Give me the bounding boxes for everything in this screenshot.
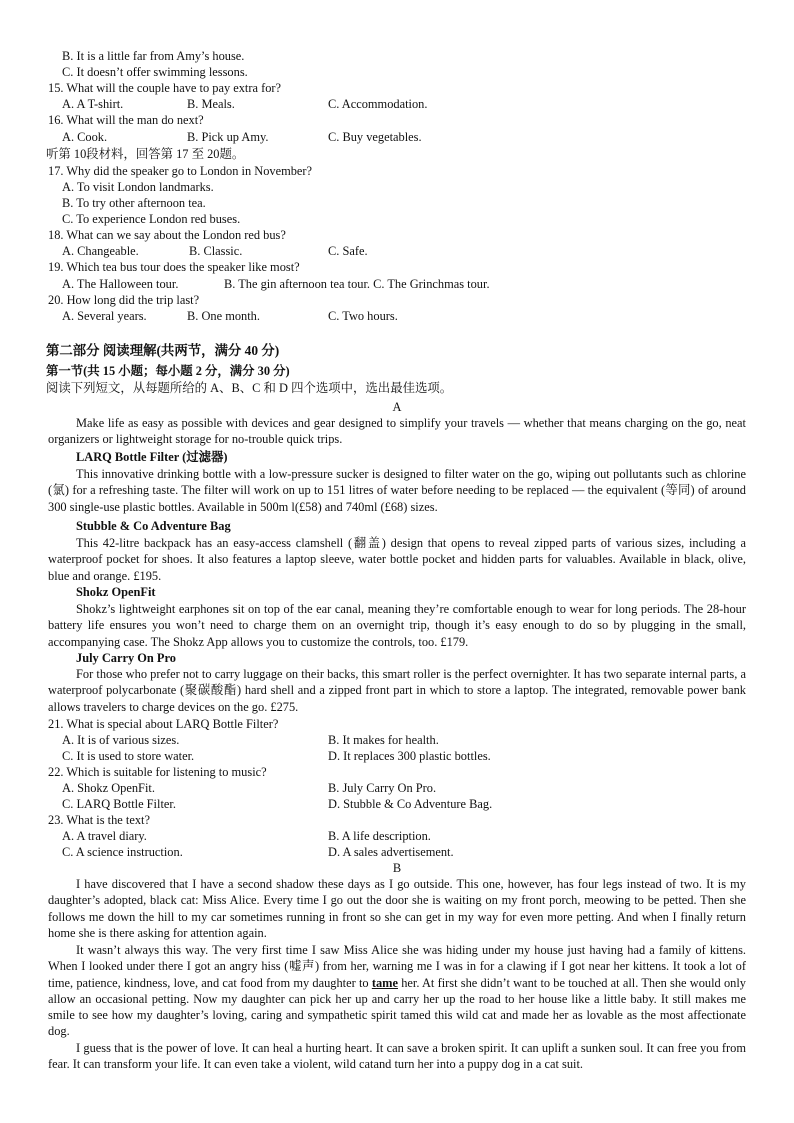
q15-option-a: A. A T-shirt. (62, 97, 124, 111)
product-4-title: July Carry On Pro (76, 651, 176, 665)
q17-option-c: C. To experience London red buses. (62, 212, 241, 226)
paragraph-2-text-after: her. At first she didn’t want to be touched at all. Then she would only allow an occasional petting. Now my daughter can pick her up and carry her up the road to her house like a little baby. It still makes me smile to see how my daughter’s loving, caring and sympathetic spirit tamed this wild cat and made her as lovable as the most affectionate dog. (48, 975, 746, 1039)
q22-option-b: B. July Carry On Pro. (328, 781, 437, 795)
product-3-title: Shokz OpenFit (76, 585, 156, 599)
passage-b-label: B (392, 861, 402, 875)
q21-option-d: D. It replaces 300 plastic bottles. (328, 749, 491, 763)
listening-instruction: 听第 10段材料，回答第 17 至 20题。 (46, 147, 245, 161)
q16-stem: 16. What will the man do next? (48, 113, 204, 127)
product-3-text: Shokz’s lightweight earphones sit on top of the ear canal, meaning they’re comfortable enough to wear for long periods. The 28-hour battery life ensures you won’t need to charge them on an overnight trip, though it’s easy enough to do so by plugging in the small, accompanying case. The Shokz App allows you to customize the controls, too. £179. (48, 602, 746, 649)
paragraph-2-text-before: It wasn’t always this way. The very first time I saw Miss Alice she was hiding under my house just having had a family of kittens. When I looked under there I got an angry hiss (嘘声) from her, warning me I was in for a clawing if I got near her kittens. It took a lot of time, patience, kindness, love, and cat food from my daughter to (48, 943, 746, 990)
q19-option-a: A. The Halloween tour. (62, 277, 179, 291)
q20-stem: 20. How long did the trip last? (48, 293, 200, 307)
q15-stem: 15. What will the couple have to pay extra for? (48, 81, 282, 95)
q18-option-b: B. Classic. (189, 244, 243, 258)
q22-stem: 22. Which is suitable for listening to music? (48, 765, 267, 779)
part2-title: 第二部分 阅读理解(共两节，满分 40 分) (46, 343, 280, 358)
q23-option-d: D. A sales advertisement. (328, 845, 454, 859)
q16-option-a: A. Cook. (62, 130, 108, 144)
q19-option-bc: B. The gin afternoon tea tour. C. The Grinchmas tour. (224, 277, 490, 291)
q20-option-c: C. Two hours. (328, 309, 398, 323)
q17-option-a: A. To visit London landmarks. (62, 180, 214, 194)
q17-option-b: B. To try other afternoon tea. (62, 196, 206, 210)
q23-stem: 23. What is the text? (48, 813, 150, 827)
q23-option-b: B. A life description. (328, 829, 431, 843)
passage-b-paragraph-3: I guess that is the power of love. It can heal a hurting heart. It can save a broken spirit. It can uplift a sunken soul. It can free you from fear. It can transform your life. It can even take a violent, wild catand turn her into a puppy dog in a cat suit. (48, 1041, 746, 1072)
reading-instruction: 阅读下列短文，从每题所给的 A、B、C 和 D 四个选项中，选出最佳选项。 (46, 381, 453, 395)
product-2-text: This 42-litre backpack has an easy-access clamshell (翻盖) design that opens to reveal zipped parts of various sizes, including a waterproof pocket for shoes. It also features a laptop sleeve, water bottle pocket and hidden parts for valuables. Available in black, olive, blue and orange. £195. (48, 536, 746, 583)
q14-option-b: B. It is a little far from Amy’s house. (62, 49, 245, 63)
q21-option-b: B. It makes for health. (328, 733, 439, 747)
passage-b-paragraph-2 (48, 942, 746, 1040)
product-2-title: Stubble & Co Adventure Bag (76, 519, 231, 533)
q22-option-c: C. LARQ Bottle Filter. (62, 797, 176, 811)
q22-option-a: A. Shokz OpenFit. (62, 781, 155, 795)
q16-option-b: B. Pick up Amy. (187, 130, 269, 144)
passage-b-paragraph-1: I have discovered that I have a second shadow these days as I go outside. This one, however, has four legs instead of two. It is my daughter’s adopted, black cat: Miss Alice. Every time I go out the door she is waiting on my front porch, meowing to be petted. Then she follows me down the hill to my car sometimes running in front so she can get in my way for even more petting. And when I finally return home she is there asking for attention again. (48, 877, 746, 940)
q19-stem: 19. Which tea bus tour does the speaker like most? (48, 260, 300, 274)
q21-stem: 21. What is special about LARQ Bottle Filter? (48, 717, 279, 731)
q20-option-a: A. Several years. (62, 309, 147, 323)
product-4-text: For those who prefer not to carry luggage on their backs, this smart roller is the perfect overnighter. It has two separate internal parts, a waterproof polycarbonate (聚碳酸酯) hard shell and a zipped front part in which to store a laptop. The integrated, removable power bank allows travelers to charge devices on the go. £275. (48, 667, 746, 714)
q21-option-a: A. It is of various sizes. (62, 733, 180, 747)
passage-a-intro: Make life as easy as possible with devices and gear designed to simplify your travels — whether that means charging on the go, neat organizers or lightweight storage for no-trouble quick trips. (48, 416, 746, 447)
q16-option-c: C. Buy vegetables. (328, 130, 422, 144)
q15-option-c: C. Accommodation. (328, 97, 428, 111)
product-1-text: This innovative drinking bottle with a low-pressure sucker is designed to filter water on the go, wiping out pollutants such as chlorine (氯) for a refreshing taste. The filter will work on up to 151 litres of water before needing to be replaced — the equivalent (等同) of around 300 single-use plastic bottles. Available in 500m l(£58) and 740ml (£68) sizes. (48, 467, 746, 514)
q23-option-c: C. A science instruction. (62, 845, 183, 859)
q18-option-a: A. Changeable. (62, 244, 139, 258)
section1-title: 第一节(共 15 小题；每小题 2 分，满分 30 分) (46, 364, 290, 378)
q17-stem: 17. Why did the speaker go to London in November? (48, 164, 313, 178)
q18-option-c: C. Safe. (328, 244, 368, 258)
underlined-word-tame: tame (371, 975, 398, 990)
q21-option-c: C. It is used to store water. (62, 749, 195, 763)
q14-option-c: C. It doesn’t offer swimming lessons. (62, 65, 248, 79)
q20-option-b: B. One month. (187, 309, 260, 323)
q18-stem: 18. What can we say about the London red bus? (48, 228, 286, 242)
q23-option-a: A. A travel diary. (62, 829, 147, 843)
q22-option-d: D. Stubble & Co Adventure Bag. (328, 797, 493, 811)
product-1-title: LARQ Bottle Filter (过滤器) (76, 450, 228, 464)
q15-option-b: B. Meals. (187, 97, 235, 111)
passage-a-label: A (392, 400, 402, 414)
